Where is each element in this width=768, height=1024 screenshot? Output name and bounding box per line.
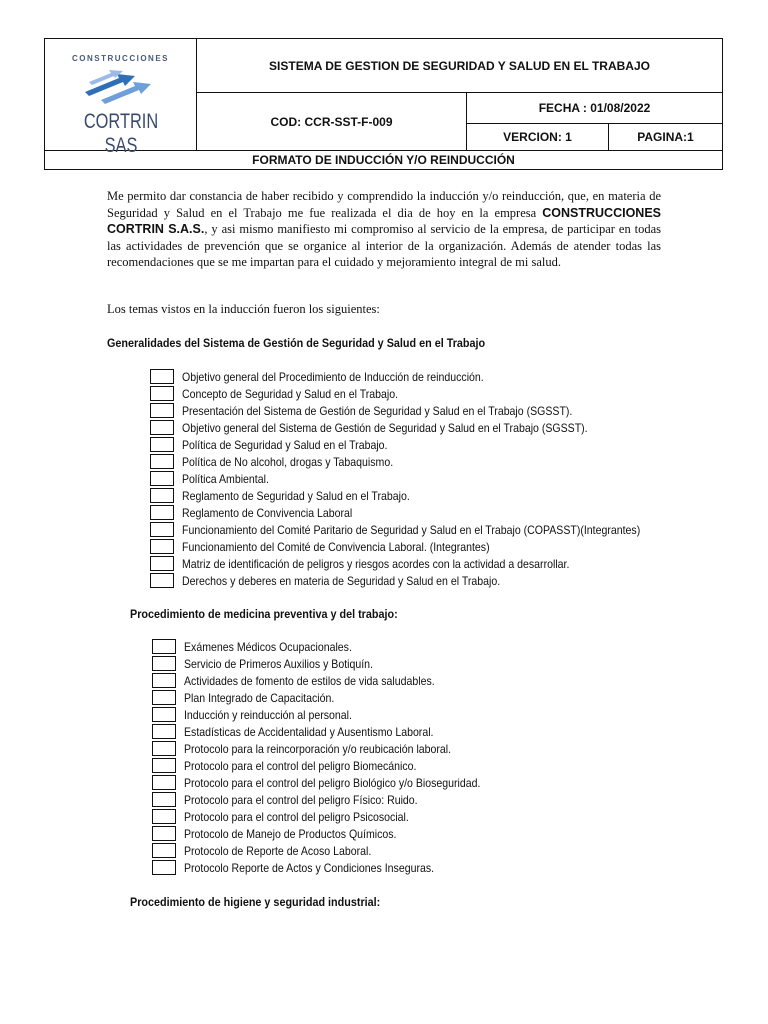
checklist-item xyxy=(152,774,521,791)
checkbox[interactable] xyxy=(150,369,174,384)
checklist-item-label: Protocolo de Reporte de Acoso Laboral. xyxy=(184,843,372,858)
checklist-item xyxy=(150,436,703,453)
checklist-item-label: Exámenes Médicos Ocupacionales. xyxy=(184,639,352,654)
checkbox[interactable] xyxy=(152,758,176,773)
checklist-item xyxy=(152,791,521,808)
checklist-item xyxy=(152,859,521,876)
checkbox[interactable] xyxy=(152,707,176,722)
checklist-item xyxy=(150,521,703,538)
checklist-item-label: Derechos y deberes en materia de Seguridad y Salud en el Trabajo. xyxy=(182,573,501,588)
checklist-item-label: Funcionamiento del Comité de Convivencia Laboral. (Integrantes) xyxy=(182,539,490,554)
checklist-item xyxy=(152,672,521,689)
section-title-generalidades: Generalidades del Sistema de Gestión de Seguridad y Salud en el Trabajo xyxy=(107,336,486,350)
checklist-item xyxy=(150,470,703,487)
logo-arrows-icon xyxy=(79,66,163,108)
checkbox[interactable] xyxy=(150,454,174,469)
checklist-item xyxy=(150,487,703,504)
checklist-item xyxy=(150,402,703,419)
checklist-item xyxy=(150,385,703,402)
checklist-item xyxy=(150,555,703,572)
checkbox[interactable] xyxy=(150,505,174,520)
checklist-item xyxy=(150,419,703,436)
checklist-item xyxy=(152,808,521,825)
checklist-item xyxy=(152,842,521,859)
checklist-item xyxy=(152,638,521,655)
checkbox[interactable] xyxy=(150,573,174,588)
checklist-item-label: Funcionamiento del Comité Paritario de Seguridad y Salud en el Trabajo (COPASST)(Integrantes) xyxy=(182,522,641,537)
checklist-item-label: Protocolo para el control del peligro Físico: Ruido. xyxy=(184,792,418,807)
checklist-item-label: Reglamento de Seguridad y Salud en el Trabajo. xyxy=(182,488,410,503)
intro-text-end: , y asi mismo manifiesto mi compromiso al servicio de la empresa, de participar en todas las actividades de prevención que se organice al interior de la organización. Además de atender todas las recomendaciones que se me impartan para el cuidado y mejoramiento integral de mi salud. xyxy=(107,222,661,270)
checkbox[interactable] xyxy=(150,420,174,435)
checkbox[interactable] xyxy=(152,860,176,875)
checklist-generalidades xyxy=(150,368,703,589)
checkbox[interactable] xyxy=(150,437,174,452)
checkbox[interactable] xyxy=(152,826,176,841)
company-logo xyxy=(61,46,181,157)
checklist-item xyxy=(152,825,521,842)
checklist-item-label: Actividades de fomento de estilos de vida saludables. xyxy=(184,673,435,688)
logo-cell xyxy=(45,39,197,157)
checklist-item-label: Presentación del Sistema de Gestión de Seguridad y Salud en el Trabajo (SGSST). xyxy=(182,403,573,418)
checkbox[interactable] xyxy=(152,656,176,671)
checkbox[interactable] xyxy=(152,809,176,824)
company-name: CONSTRUCCIONES CORTRIN S.A.S. xyxy=(107,205,661,237)
checklist-item-label: Protocolo para el control del peligro Biomecánico. xyxy=(184,758,417,773)
checklist-item xyxy=(150,504,703,521)
checklist-item-label: Servicio de Primeros Auxilios y Botiquín. xyxy=(184,656,373,671)
intro-text-start: Me permito dar constancia de haber recibido y comprendido la inducción y/o reinducción, que, en materia de Seguridad y Salud en el Trabajo me fue realizada el dia de hoy en la empresa xyxy=(107,189,661,220)
checklist-item-label: Política de Seguridad y Salud en el Trabajo. xyxy=(182,437,388,452)
checkbox[interactable] xyxy=(152,843,176,858)
checklist-item-label: Reglamento de Convivencia Laboral xyxy=(182,505,353,520)
section-title-medicina: Procedimiento de medicina preventiva y del trabajo: xyxy=(130,607,398,621)
checklist-item xyxy=(152,689,521,706)
system-title: SISTEMA DE GESTION DE SEGURIDAD Y SALUD EN EL TRABAJO xyxy=(197,39,723,93)
checklist-item-label: Estadísticas de Accidentalidad y Ausentismo Laboral. xyxy=(184,724,434,739)
checklist-item-label: Concepto de Seguridad y Salud en el Trabajo. xyxy=(182,386,399,401)
checklist-medicina xyxy=(152,638,521,876)
checklist-item-label: Protocolo para el control del peligro Psicosocial. xyxy=(184,809,409,824)
checklist-item-label: Matriz de identificación de peligros y riesgos acordes con la actividad a desarrollar. xyxy=(182,556,570,571)
document-date: FECHA : 01/08/2022 xyxy=(467,93,723,124)
checklist-item-label: Inducción y reinducción al personal. xyxy=(184,707,352,722)
checkbox[interactable] xyxy=(150,386,174,401)
checkbox[interactable] xyxy=(150,556,174,571)
checklist-item-label: Política de No alcohol, drogas y Tabaquismo. xyxy=(182,454,394,469)
checklist-item-label: Objetivo general del Sistema de Gestión de Seguridad y Salud en el Trabajo (SGSST). xyxy=(182,420,588,435)
document-version: VERCION: 1 xyxy=(467,124,609,151)
checklist-item-label: Protocolo para el control del peligro Biológico y/o Bioseguridad. xyxy=(184,775,481,790)
logo-top-text: CONSTRUCCIONES xyxy=(71,53,169,63)
checklist-item xyxy=(152,740,521,757)
checklist-item xyxy=(152,757,521,774)
checklist-item xyxy=(152,723,521,740)
document-page: PAGINA:1 xyxy=(609,124,723,151)
checklist-item xyxy=(152,655,521,672)
checklist-item-label: Plan Integrado de Capacitación. xyxy=(184,690,335,705)
document-header xyxy=(44,38,722,171)
section-title-higiene: Procedimiento de higiene y seguridad industrial: xyxy=(130,895,381,909)
checklist-item-label: Protocolo para la reincorporación y/o reubicación laboral. xyxy=(184,741,452,756)
checkbox[interactable] xyxy=(152,792,176,807)
checkbox[interactable] xyxy=(152,775,176,790)
checkbox[interactable] xyxy=(150,522,174,537)
checklist-item xyxy=(150,368,703,385)
checkbox[interactable] xyxy=(150,488,174,503)
checklist-item-label: Objetivo general del Procedimiento de Inducción de reinducción. xyxy=(182,369,484,384)
checkbox[interactable] xyxy=(152,673,176,688)
checkbox[interactable] xyxy=(152,741,176,756)
checklist-item xyxy=(152,706,521,723)
checkbox[interactable] xyxy=(152,690,176,705)
checkbox[interactable] xyxy=(150,539,174,554)
form-title: FORMATO DE INDUCCIÓN Y/O REINDUCCIÓN xyxy=(45,151,723,170)
checkbox[interactable] xyxy=(152,639,176,654)
intro-paragraph xyxy=(107,188,661,271)
topics-intro: Los temas vistos en la inducción fueron los siguientes: xyxy=(107,302,380,316)
logo-bottom-text: CORTRIN SAS xyxy=(83,109,158,157)
checklist-item xyxy=(150,453,703,470)
checklist-item xyxy=(150,538,703,555)
checklist-item-label: Política Ambiental. xyxy=(182,471,269,486)
checklist-item-label: Protocolo Reporte de Actos y Condiciones Inseguras. xyxy=(184,860,435,875)
checkbox[interactable] xyxy=(150,403,174,418)
checklist-item xyxy=(150,572,703,589)
document-code: COD: CCR-SST-F-009 xyxy=(197,93,467,151)
checklist-item-label: Protocolo de Manejo de Productos Químicos. xyxy=(184,826,397,841)
checkbox[interactable] xyxy=(152,724,176,739)
checkbox[interactable] xyxy=(150,471,174,486)
